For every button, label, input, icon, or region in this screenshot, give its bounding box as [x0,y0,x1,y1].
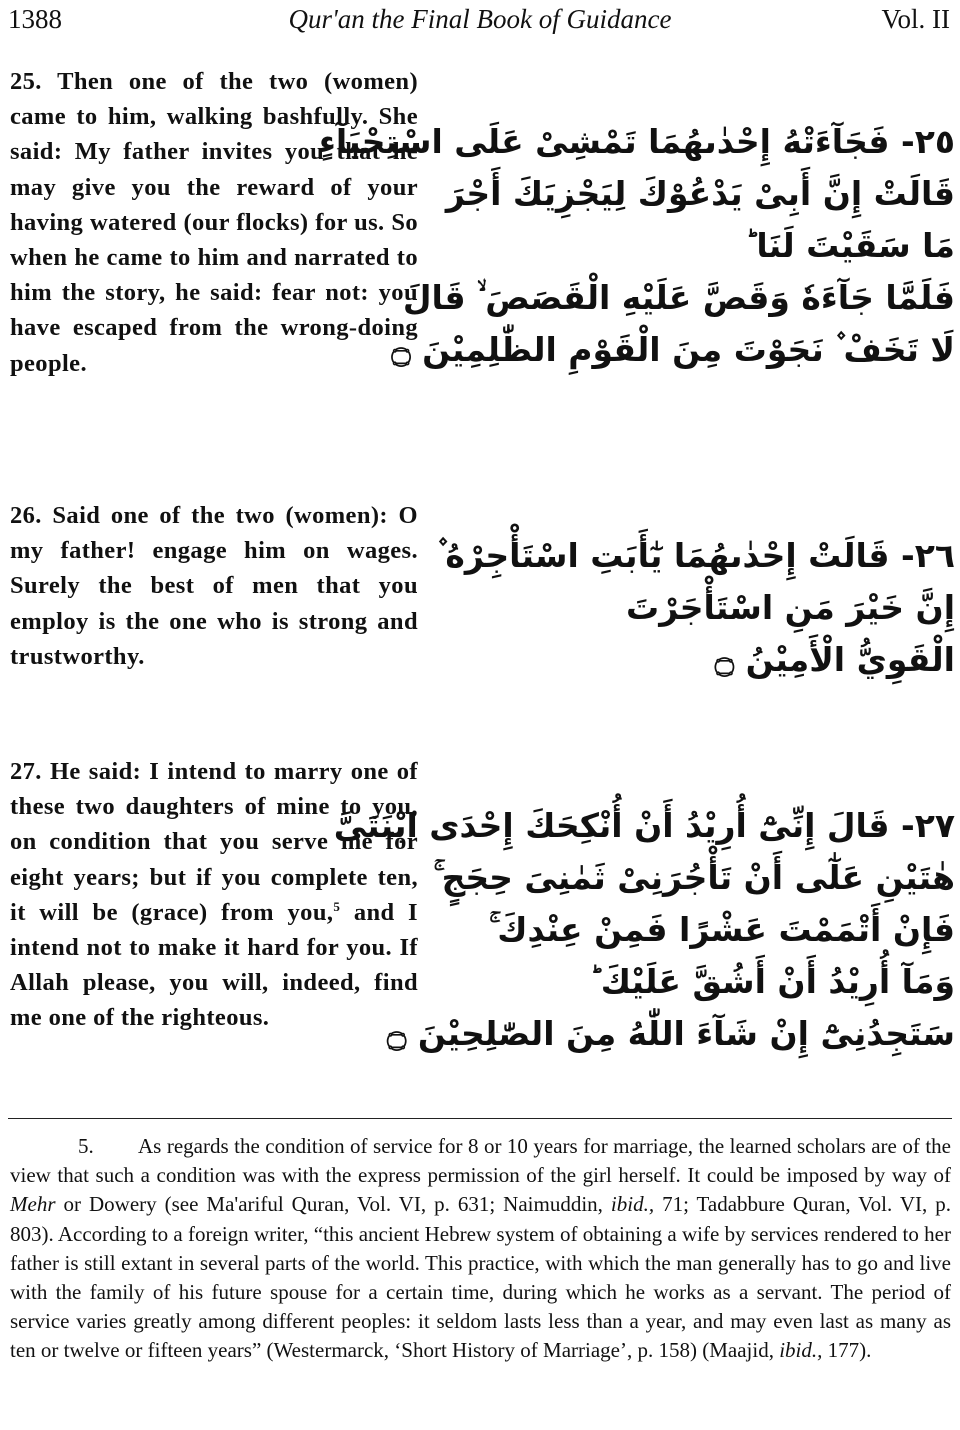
footnote-5 [10,1132,951,1366]
verse-26-translation: 26. Said one of the two (women): O my father! engage him on wages. Surely the best of men that you employ is the one who is strong and trustworthy. [10,502,418,670]
footnote-divider [8,1118,952,1119]
footnote-reference: 5 [333,898,341,914]
verse-25-arabic [319,116,955,376]
arabic-line: قَالَتْ إِنَّ أَبِىْ يَدْعُوْكَ لِيَجْزِيَكَ أَجْرَ [445,174,955,213]
footnote-text-4: 177). [822,1338,872,1363]
book-title: Qur'an the Final Book of Guidance [288,4,672,34]
verse-27-translation [10,754,418,1036]
arabic-line: فَإِنْ أَتْمَمْتَ عَشْرًا فَمِنْ عِنْدِكَ ۚ [489,910,955,949]
verse-27-text-b: and I intend not to make it hard for you. If Allah please, you will, indeed, find me one of the righteous. [10,898,418,1032]
footnote-ibid-1: ibid., [610,1192,655,1217]
verse-27-text-a: 27. He said: I intend to marry one of these two daughters of mine to you, on condition that you serve me for eight years; but if you complete ten, it will be (grace) from you, [10,758,418,926]
arabic-line: ٢٦- قَالَتْ إِحْدٰىهُمَا يٰٓأَبَتِ اسْتَأْجِرْهُ ۫ [437,536,955,575]
verse-26-arabic [437,530,955,686]
footnote-text-3: 71; Tadabbure Quran, Vol. VI, p. 803). According to a foreign writer, “this ancient Hebrew system of obtaining a wife by services rendered to her father is still extant in several parts of the world. This practice, with which the man generally has to go and live with the family of his future spouse for a certain time, during which he works as a servant. The period of service varies greatly among different peoples: it seldom lasts less than a year, and may even last as many as ten or twelve or fifteen years” (Westermarck, ‘Short History of Marriage’, p. 158) (Maajid, [10,1192,951,1363]
arabic-line: ٢٧- قَالَ إِنِّىْٓ أُرِيْدُ أَنْ أُنْكِحَكَ إِحْدَى ابْنَتَىَّ [333,806,955,845]
footnote-text-2: or Dowery (see Ma'ariful Quran, Vol. VI, p. 631; Naimuddin, [55,1192,611,1217]
verse-27-arabic [333,800,955,1060]
arabic-line: الْقَوِيُّ الْأَمِيْنُ ۝ [714,640,955,679]
footnote-text-1: As regards the condition of service for 8 or 10 years for marriage, the learned scholars are of the view that such a condition was with the express permission of the girl herself. It could be imposed by way of [10,1134,951,1188]
arabic-line: وَمَآ أُرِيْدُ أَنْ أَشُقَّ عَلَيْكَ ؕ [589,962,955,1001]
arabic-line: إِنَّ خَيْرَ مَنِ اسْتَأْجَرْتَ [626,588,955,627]
footnote-mehr: Mehr [10,1192,56,1217]
arabic-line: فَلَمَّا جَآءَهٗ وَقَصَّ عَلَيْهِ الْقَصَصَ ۙ قَالَ [402,278,955,317]
page-header [0,0,960,40]
arabic-line: ٢٥- فَجَآءَتْهُ إِحْدٰىهُمَا تَمْشِىْ عَلَى اسْتِحْيَآءٍ [319,122,955,161]
footnote-ibid-2: ibid., [779,1338,823,1363]
arabic-line: مَا سَقَيْتَ لَنَا ؕ [744,226,955,265]
arabic-line: هٰتَيْنِ عَلٰٓى أَنْ تَأْجُرَنِىْ ثَمٰنِىَ حِجَجٍ ۚ [433,858,955,897]
arabic-line: لَا تَخَفْ ۫ نَجَوْتَ مِنَ الْقَوْمِ الظّٰلِمِيْنَ ۝ [391,330,955,369]
volume-label: Vol. II [881,4,950,34]
arabic-line: سَتَجِدُنِىْٓ إِنْ شَآءَ اللّٰهُ مِنَ الصّٰلِحِيْنَ ۝ [387,1014,955,1053]
footnote-number: 5. [78,1134,94,1158]
page-number: 1388 [8,4,62,34]
verse-25-translation: 25. Then one of the two (women) came to him, walking bashfully. She said: My father invites you that he may give you the reward of your having watered (our flocks) for us. So when he came to him and narrated to him the story, he said: fear not: you have escaped from the wrong-doing people. [10,68,418,377]
